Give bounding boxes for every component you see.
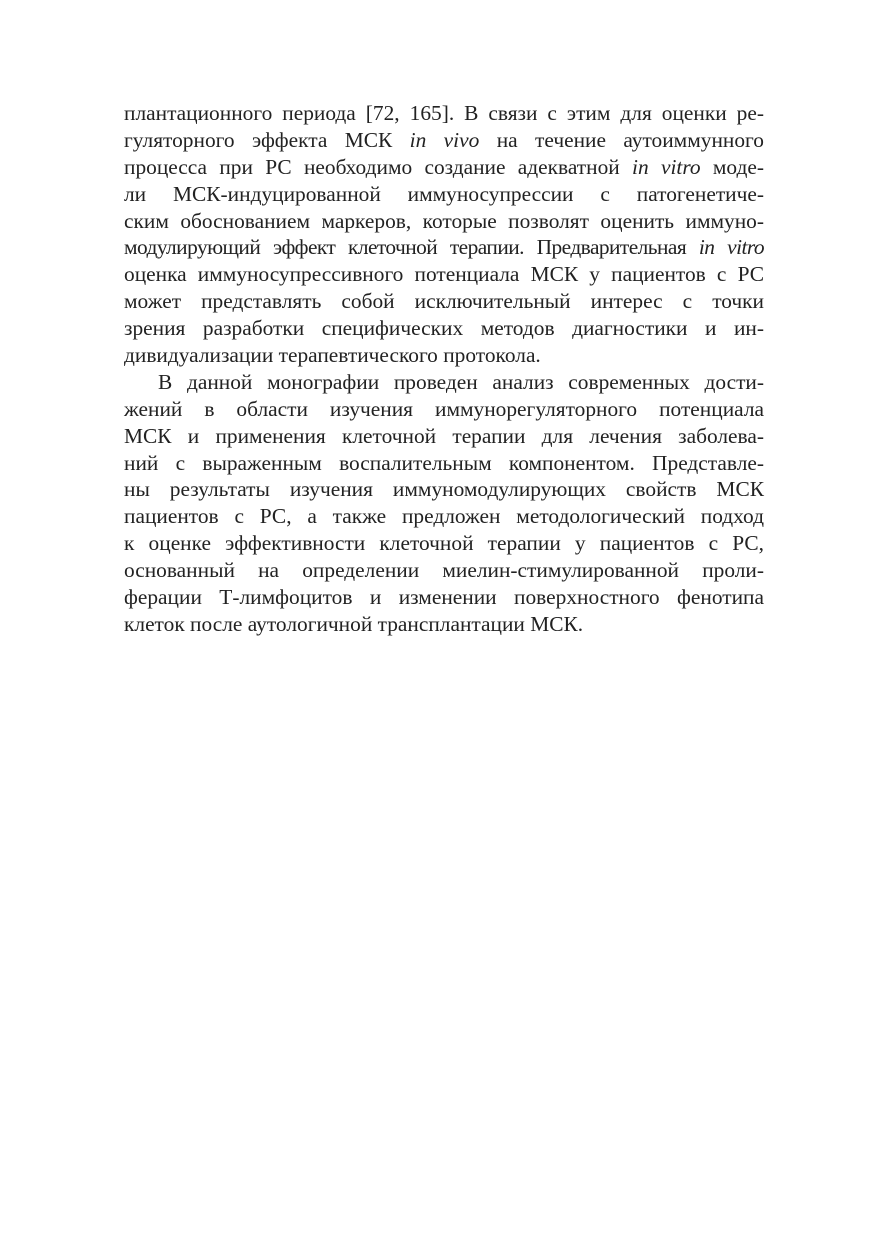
text-line — [124, 261, 764, 288]
text-line — [124, 208, 764, 235]
text-run: плантационного периода [72, 165]. В связи с этим для оценки ре- — [124, 101, 764, 125]
text-run: оценка иммуносупрессивного потенциала МСК у пациентов с РС — [124, 262, 764, 287]
text-run: жений в области изучения иммунорегуляторного потенциала — [124, 396, 764, 421]
text-line — [124, 181, 764, 208]
text-run: гуляторного эффекта МСК — [124, 127, 410, 152]
text-run: модулирующий эффект клеточной терапии. Предварительная — [124, 235, 699, 260]
document-body — [124, 100, 764, 638]
text-line — [124, 476, 764, 503]
text-run: может представлять собой исключительный интерес с точки — [124, 289, 764, 314]
text-line — [124, 154, 764, 181]
text-line — [124, 100, 764, 127]
text-run: основанный на определении миелин-стимулированной проли- — [124, 558, 764, 583]
text-run: дивидуализации терапевтического протокола. — [124, 343, 541, 368]
italic-term: in vitro — [632, 154, 701, 179]
text-run: ским обоснованием маркеров, которые позволят оценить иммуно- — [124, 208, 764, 233]
text-run: зрения разработки специфических методов диагностики и ин- — [124, 316, 764, 341]
text-run: МСК и применения клеточной терапии для лечения заболева- — [124, 423, 764, 448]
text-run: пациентов с РС, а также предложен методологический подход — [124, 504, 764, 529]
text-line — [124, 396, 764, 423]
text-line — [124, 127, 764, 154]
text-line — [124, 584, 764, 611]
text-run: к оценке эффективности клеточной терапии у пациентов с РС, — [124, 531, 764, 556]
text-line — [124, 342, 764, 369]
text-run: на течение аутоиммунного — [479, 127, 764, 152]
text-line — [124, 288, 764, 315]
paragraph — [124, 369, 764, 638]
text-run: процесса при РС необходимо создание адекватной — [124, 154, 633, 179]
text-line — [124, 611, 764, 638]
text-line — [124, 234, 764, 261]
text-line — [124, 369, 764, 396]
text-line — [124, 557, 764, 584]
text-run: ферации Т-лимфоцитов и изменении поверхностного фенотипа — [124, 585, 764, 610]
text-line — [124, 315, 764, 342]
text-line — [124, 450, 764, 477]
text-run: ний с выраженным воспалительным компонентом. Представле- — [124, 450, 764, 475]
text-run: клеток после аутологичной трансплантации МСК. — [124, 611, 584, 636]
text-line — [124, 530, 764, 557]
text-run: ны результаты изучения иммуномодулирующих свойств МСК — [124, 477, 764, 502]
text-run: ли МСК-индуцированной иммуносупрессии с патогенетиче- — [124, 181, 764, 206]
paragraph — [124, 100, 764, 369]
italic-term: in vitro — [698, 235, 764, 260]
text-line — [124, 503, 764, 530]
italic-term: in vivo — [409, 127, 480, 152]
text-run: В данной монографии проведен анализ современных дости- — [158, 369, 764, 394]
text-line — [124, 423, 764, 450]
text-run: моде- — [700, 154, 765, 179]
